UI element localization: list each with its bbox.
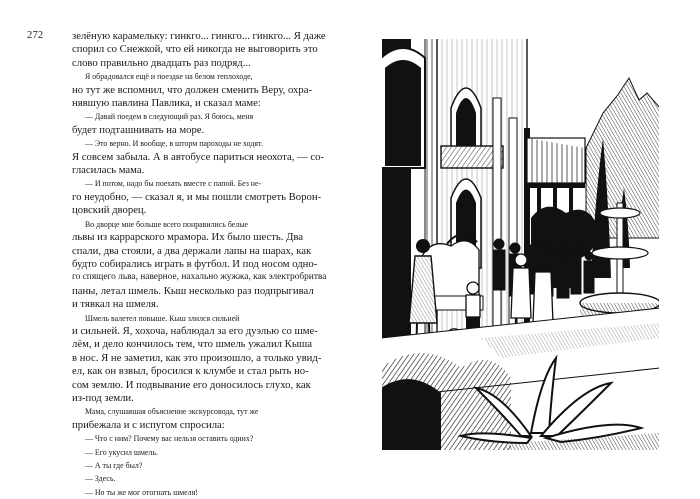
text-line: Мама, слушавшая объяснение экскурсовода, тут же	[85, 407, 259, 417]
text-line: будто собирались играть в футбол. И под носом одно-	[72, 257, 318, 270]
text-line: из-под земли.	[72, 391, 134, 404]
left-page	[0, 0, 350, 496]
text-line: и сильней. Я, хохоча, наблюдал за его дуэлью со шме-	[72, 324, 318, 337]
text-line: — Но ты же мог отогнать шмеля!	[85, 487, 198, 497]
text-line: зелёную карамельку: гинкго... гинкго... гинкго... Я даже	[72, 30, 326, 42]
text-line: Во дворце мне больше всего понравились белые	[85, 219, 249, 229]
palace-courtyard-illustration	[381, 38, 660, 451]
text-line: лём, и дело кончилось тем, что шмель ужалил Кыша	[72, 338, 312, 351]
text-line: и тявкал на шмеля.	[72, 298, 159, 311]
text-line: нявшую павлина Павлика, и сказал маме:	[72, 97, 261, 110]
text-line: — И потом, надо бы поехать вместе с папой. Без не-	[85, 179, 262, 189]
text-line: — Его укусил шмель.	[85, 447, 158, 457]
text-line: но тут же вспомнил, что должен сменить Веру, охра-	[72, 83, 313, 96]
text-line: — А ты где был?	[85, 461, 143, 470]
text-line: го неудобно, — сказал я, и мы пошли смотреть Ворон-	[72, 190, 322, 203]
text-line: — Это верно. И вообще, в шторм пароходы не ходят.	[85, 139, 263, 149]
text-line: го спящего льва, наверное, нахально жужжа, как электробритва	[72, 272, 327, 283]
text-line: сом землю. И подвывание его доносилось глухо, как	[72, 378, 311, 391]
text-line: Я обрадовался ещё и поездке на белом теплоходе,	[85, 72, 253, 82]
text-line: львы из каррарского мрамора. Их было шесть. Два	[72, 231, 304, 244]
text-line: спали, два стояли, а два держали лапы на шарах, как	[72, 244, 312, 257]
text-line: слово правильно двадцать раз подряд...	[72, 56, 251, 69]
text-line: Шмель валетел повыше. Кыш злился сильней	[85, 313, 240, 323]
text-line: спорил со Снежкой, что ей никогда не выговорить это	[72, 43, 318, 56]
text-line: Я совсем забыла. А в автобусе париться неохота, — со-	[72, 150, 325, 163]
text-line: паны, летал шмель. Кыш несколько раз подпрыгивал	[72, 284, 314, 297]
text-line: гласилась мама.	[72, 164, 145, 177]
text-line: ел, как он взвыл, бросился к клумбе и стал рыть но-	[72, 365, 309, 378]
text-line: — Что с ним? Почему вас нельзя оставить одних?	[85, 434, 254, 444]
text-line: в нос. Я не заметил, как это произошло, а только увид-	[72, 351, 322, 364]
text-line: будет подташнивать на море.	[72, 123, 205, 136]
page-number: 272	[27, 30, 44, 41]
text-line: прибежала и с испугом спросила:	[72, 418, 225, 431]
text-line: цовский дворец.	[72, 204, 147, 217]
text-line: — Здесь.	[85, 474, 116, 484]
text-line: — Давай поедем в следующий раз. Я боюсь, меня	[85, 112, 254, 122]
body-text	[72, 30, 328, 499]
